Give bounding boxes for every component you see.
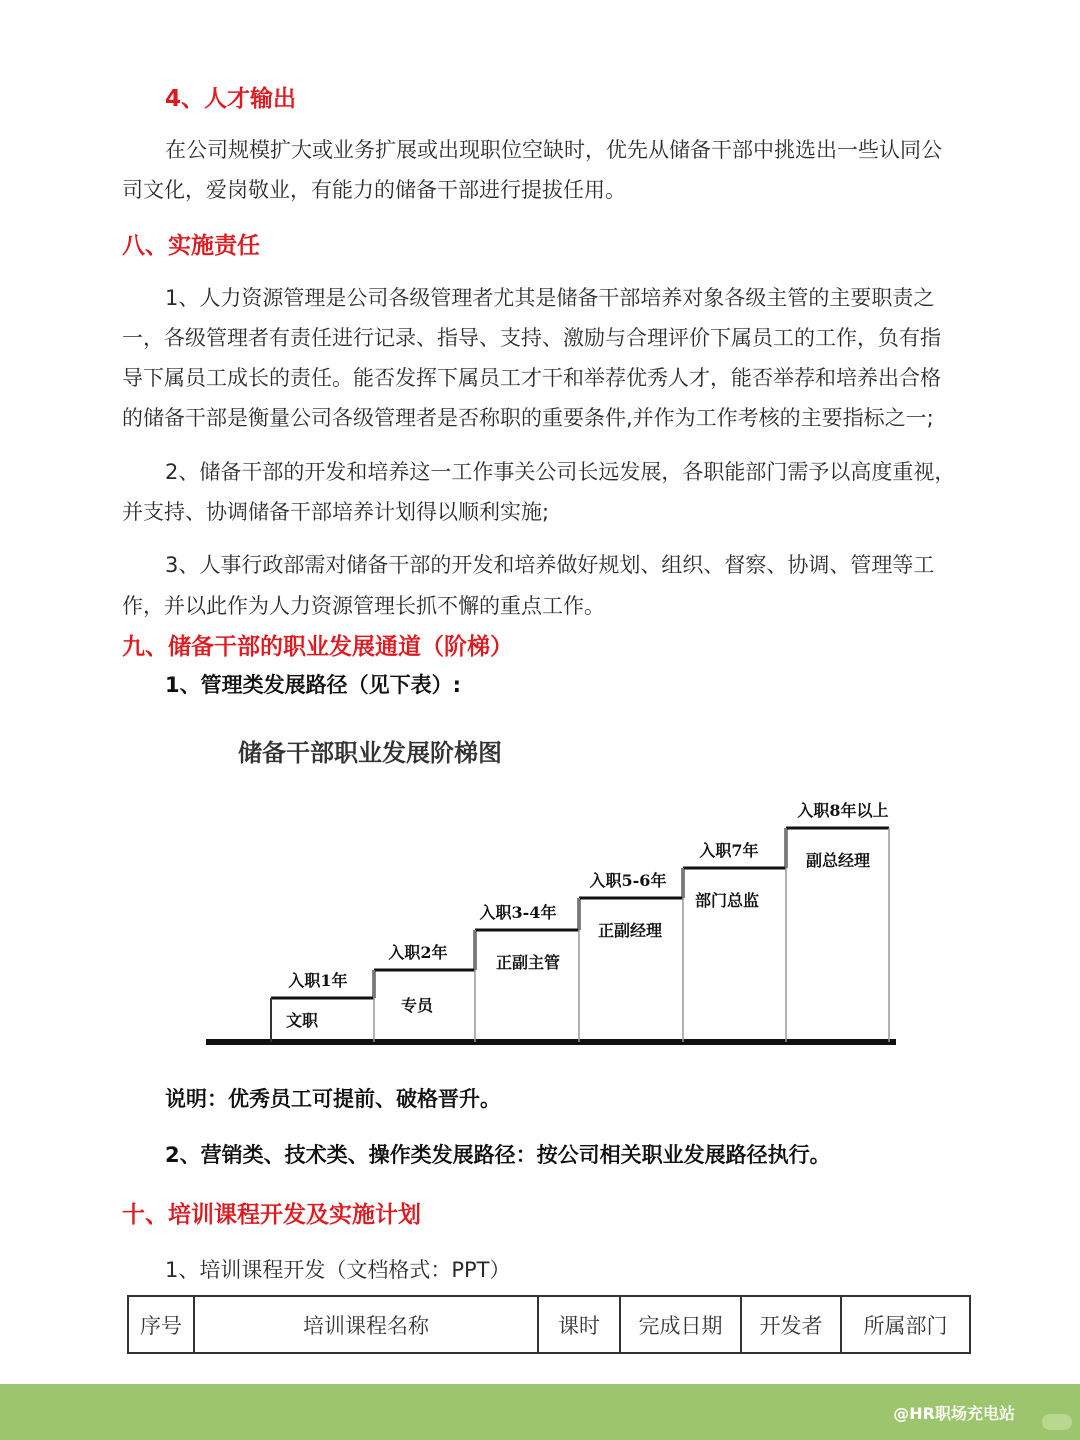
paragraph-line: 司文化，爱岗敬业，有能力的储备干部进行提拔任用。: [122, 178, 626, 202]
section-heading-responsibility: 八、实施责任: [122, 233, 260, 259]
section-heading-training: 十、培训课程开发及实施计划: [122, 1202, 421, 1228]
step-role-label: 正副经理: [597, 921, 663, 940]
step-tenure-label: 入职2年: [388, 943, 448, 962]
diagram-note: 说明：优秀员工可提前、破格晋升。: [165, 1087, 501, 1111]
paragraph-line: 导下属员工成长的责任。能否发挥下属员工才干和举荐优秀人才，能否举荐和培养出合格: [122, 366, 941, 390]
ladder-labels: [286, 801, 889, 1030]
section-heading-talent-output: 4、人才输出: [165, 86, 297, 112]
table-header-cell: 完成日期: [620, 1296, 741, 1353]
paragraph-line: 一，各级管理者有责任进行记录、指导、支持、激励与合理评价下属员工的工作，负有指: [122, 326, 941, 350]
step-tenure-label: 入职1年: [288, 971, 348, 990]
watermark: @HR职场充电站: [893, 1404, 1015, 1423]
step-role-label: 文职: [285, 1011, 319, 1030]
paragraph-line: 作，并以此作为人力资源管理长抓不懈的重点工作。: [122, 594, 605, 618]
paragraph-line: 的储备干部是衡量公司各级管理者是否称职的重要条件,并作为工作考核的主要指标之一;: [122, 406, 934, 430]
paragraph-line: 2、储备干部的开发和培养这一工作事关公司长远发展，各职能部门需予以高度重视，: [165, 460, 956, 484]
badge-icon: [1042, 1414, 1072, 1430]
table-header-cell: 所属部门: [841, 1296, 970, 1353]
subheading-other-paths: 2、营销类、技术类、操作类发展路径：按公司相关职业发展路径执行。: [165, 1143, 831, 1167]
table-header-cell: 序号: [128, 1296, 194, 1353]
step-tenure-label: 入职8年以上: [797, 801, 889, 820]
table-header-cell: 开发者: [741, 1296, 841, 1353]
step-tenure-label: 入职7年: [699, 841, 759, 860]
footer-bar: [0, 1384, 1080, 1440]
paragraph-line: 1、人力资源管理是公司各级管理者尤其是储备干部培养对象各级主管的主要职责之: [165, 286, 935, 310]
table-header-cell: 培训课程名称: [194, 1296, 538, 1353]
step-role-label: 副总经理: [805, 851, 871, 870]
section-heading-career-path: 九、储备干部的职业发展通道（阶梯）: [122, 634, 513, 660]
table-header-cell: 课时: [538, 1296, 620, 1353]
step-role-label: 部门总监: [694, 891, 760, 910]
table-header-row: [128, 1296, 970, 1353]
course-table: [127, 1295, 971, 1354]
paragraph-line: 并支持、协调储备干部培养计划得以顺利实施;: [122, 500, 550, 524]
subheading-management-path: 1、管理类发展路径（见下表）:: [165, 673, 462, 697]
step-tenure-label: 入职5-6年: [589, 871, 667, 890]
career-ladder-diagram: [0, 780, 1080, 1060]
paragraph-line: 3、人事行政部需对储备干部的开发和培养做好规划、组织、督察、协调、管理等工: [165, 553, 935, 577]
paragraph-line: 在公司规模扩大或业务扩展或出现职位空缺时，优先从储备干部中挑选出一些认同公: [165, 138, 942, 162]
step-tenure-label: 入职3-4年: [479, 903, 557, 922]
ladder-lines: [206, 828, 896, 1042]
subheading-course-dev: 1、培训课程开发（文档格式：PPT）: [165, 1258, 511, 1282]
step-role-label: 正副主管: [495, 953, 561, 972]
diagram-title: 储备干部职业发展阶梯图: [238, 738, 502, 767]
step-role-label: 专员: [400, 996, 434, 1015]
